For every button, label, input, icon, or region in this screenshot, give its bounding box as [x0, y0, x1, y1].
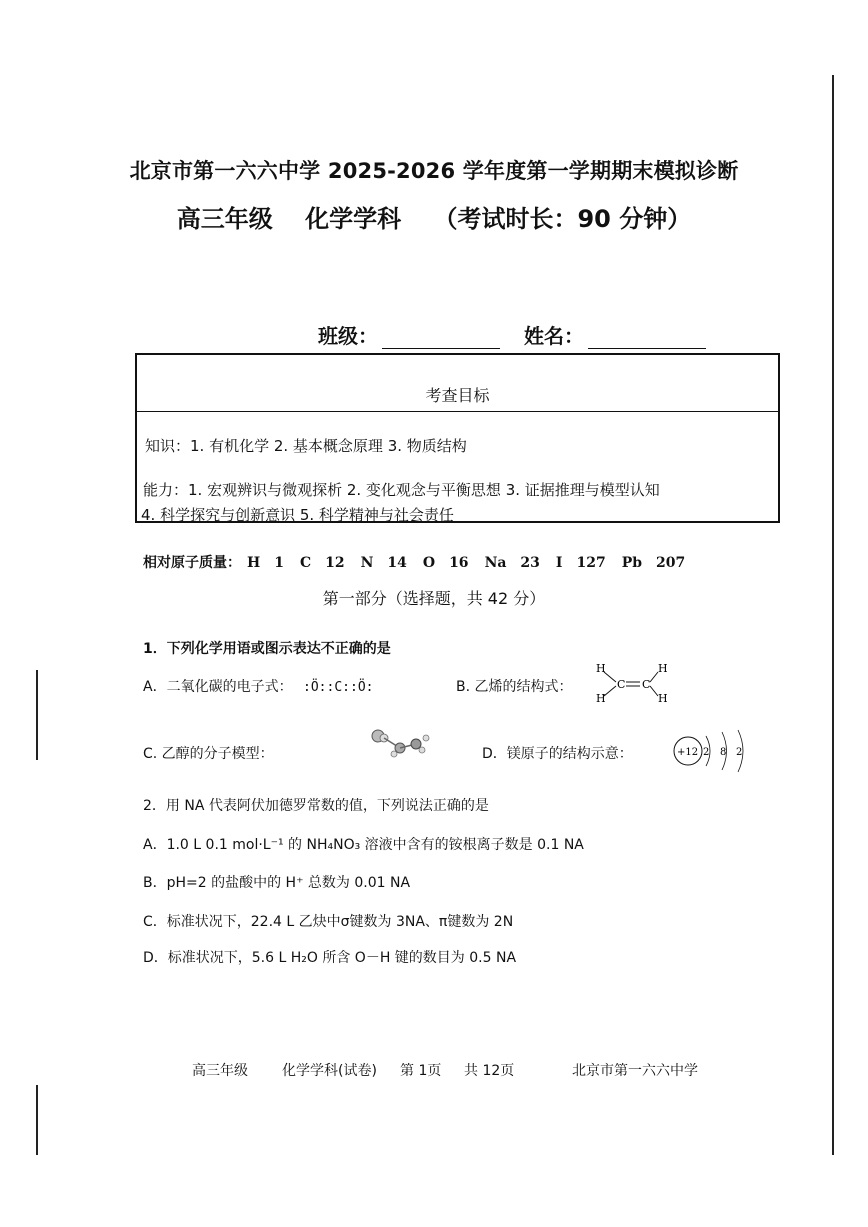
q1-option-c: C. 乙醇的分子模型：	[143, 746, 274, 762]
q1-option-a	[143, 676, 373, 696]
scan-edge-line	[36, 1085, 38, 1155]
h-atom: H	[596, 692, 606, 705]
question-1-stem: 1．下列化学用语或图示表达不正确的是	[143, 641, 391, 657]
ethanol-model-icon	[366, 724, 436, 760]
c-atom: C	[642, 678, 651, 691]
subject-label: 化学学科	[305, 205, 402, 233]
q2-option-d: D．标准状况下，5.6 L H₂O 所含 O－H 键的数目为 0.5 NA	[143, 950, 517, 966]
h-atom: H	[596, 662, 606, 675]
objectives-knowledge: 知识：1. 有机化学 2. 基本概念原理 3. 物质结构	[145, 437, 467, 455]
atomic-masses	[143, 552, 701, 572]
c-atom: C	[617, 678, 626, 691]
class-field[interactable]	[318, 320, 500, 349]
duration-label: （考试时长：90 分钟）	[433, 205, 692, 233]
grade-label: 高三年级	[176, 205, 273, 233]
mass-item: O 16	[422, 555, 469, 571]
q1-option-b: B. 乙烯的结构式：	[456, 679, 573, 695]
mass-item: N 14	[360, 555, 407, 571]
question-2-stem: 2．用 NA 代表阿伏加德罗常数的值，下列说法正确的是	[143, 798, 489, 814]
mass-item: I 127	[555, 555, 606, 571]
objectives-ability: 能力：1. 宏观辨识与微观探析 2. 变化观念与平衡思想 3. 证据推理与模型认知	[143, 481, 660, 499]
mass-item: Na 23	[484, 555, 540, 571]
co2-electron-formula: :Ö::C::Ö:	[303, 680, 374, 695]
class-label: 班级：	[318, 324, 378, 348]
objectives-ability-cont: 4. 科学探究与创新意识 5. 科学精神与社会责任	[141, 506, 454, 524]
objectives-heading: 考查目标	[137, 355, 778, 412]
mg-shell-3: 2	[736, 747, 743, 758]
mg-shell-1: 2	[703, 747, 710, 758]
mass-item: C 12	[299, 555, 345, 571]
atomic-masses-label: 相对原子质量：	[143, 555, 241, 571]
mg-nucleus: +12	[677, 747, 699, 758]
mass-item: H 1	[247, 555, 284, 571]
scan-edge-line	[36, 670, 38, 760]
h-atom: H	[658, 692, 668, 705]
footer-grade: 高三年级	[192, 1063, 248, 1079]
scan-edge-line	[832, 75, 834, 1155]
mass-item: Pb 207	[621, 555, 686, 571]
exam-subtitle	[0, 199, 868, 234]
footer-page: 第 1页	[400, 1063, 442, 1079]
q2-option-b: B．pH=2 的盐酸中的 H⁺ 总数为 0.01 NA	[143, 875, 411, 891]
q1-option-d: D．镁原子的结构示意：	[482, 746, 633, 762]
footer-subject: 化学学科(试卷)	[282, 1063, 377, 1079]
mg-atom-diagram	[668, 728, 758, 774]
q2-option-c: C．标准状况下，22.4 L 乙炔中σ键数为 3NA、π键数为 2N	[143, 914, 514, 930]
h-atom: H	[658, 662, 668, 675]
q1-option-a-label: A．二氧化碳的电子式：	[143, 679, 293, 695]
exam-title: 北京市第一六六中学 2025-2026 学年度第一学期期末模拟诊断	[129, 159, 739, 183]
footer-total: 共 12页	[464, 1063, 515, 1079]
name-label: 姓名：	[524, 324, 584, 348]
ethylene-structure	[592, 660, 682, 706]
part-title: 第一部分（选择题，共 42 分）	[322, 589, 546, 608]
class-blank[interactable]	[382, 328, 500, 349]
objectives-box	[135, 353, 780, 523]
footer-school: 北京市第一六六中学	[572, 1063, 698, 1079]
name-blank[interactable]	[588, 328, 706, 349]
q2-option-a: A．1.0 L 0.1 mol·L⁻¹ 的 NH₄NO₃ 溶液中含有的铵根离子数是 0.1 NA	[143, 837, 584, 853]
name-field[interactable]	[524, 320, 706, 349]
mg-shell-2: 8	[720, 747, 727, 758]
